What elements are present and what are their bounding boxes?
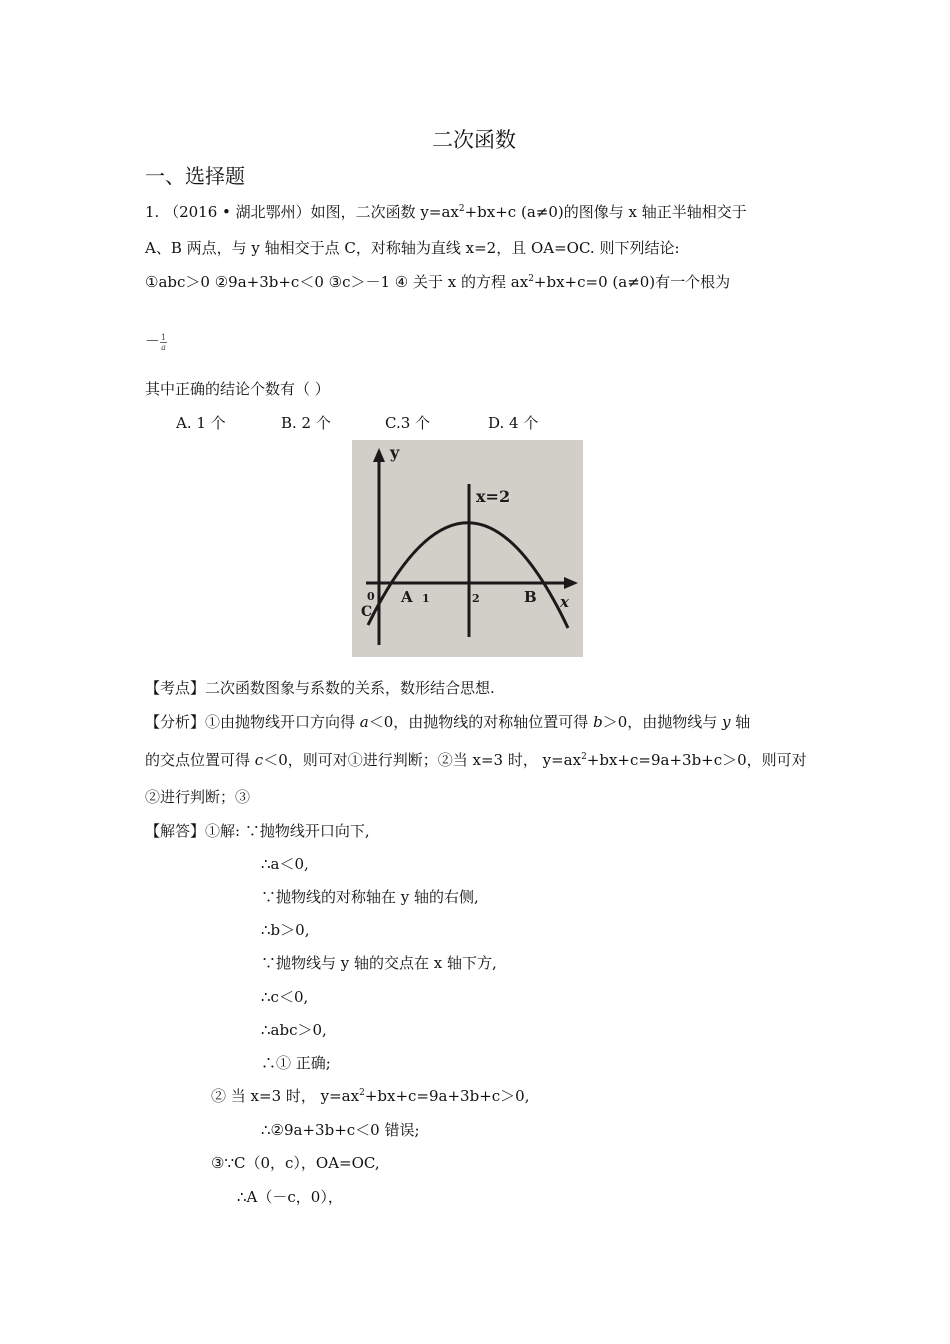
- option-d: D. 4 个: [488, 414, 539, 432]
- fenxi-line-1: [145, 711, 750, 732]
- tick-1-label: 1: [422, 592, 430, 605]
- question-line-3: [145, 271, 730, 292]
- jieda-step: ∴abc＞0,: [261, 1021, 327, 1039]
- point-a-label: A: [401, 588, 413, 606]
- jieda-step-3: ③∵C（0，c），OA=OC,: [211, 1154, 380, 1172]
- jieda-tag: 【解答】: [145, 822, 206, 840]
- question-text: +bx+c=0 (a≠0)有一个根为: [533, 273, 731, 291]
- origin-label: 0: [367, 590, 375, 603]
- jieda-step: ∴① 正确;: [261, 1054, 331, 1072]
- option-a: A. 1 个: [176, 414, 226, 432]
- kaodian-text: 二次函数图象与系数的关系，数形结合思想.: [205, 679, 495, 697]
- fenxi-text: ＞0，由抛物线与: [602, 713, 722, 731]
- question-text: ①abc＞0 ②9a+3b+c＜0 ③c＞－1 ④ 关于 x 的方程 ax: [145, 273, 529, 291]
- question-text: 1. （2016 • 湖北鄂州）如图，二次函数 y=ax: [145, 203, 459, 221]
- jieda-text: ①解: ∵抛物线开口向下,: [205, 822, 370, 840]
- fenxi-line-3: ②进行判断；③: [145, 788, 251, 806]
- point-b-label: B: [524, 588, 537, 606]
- section-heading: 一、选择题: [145, 164, 245, 188]
- question-line-2: A、B 两点，与 y 轴相交于点 C，对称轴为直线 x=2，且 OA=OC. 则下列结论:: [145, 239, 680, 257]
- variable-b: b: [593, 713, 603, 731]
- point-c-label: C: [361, 604, 373, 620]
- superscript: 2: [581, 752, 587, 762]
- jieda-step: ∴A（－c，0），: [237, 1188, 343, 1206]
- x-axis-label: x: [560, 593, 569, 611]
- fenxi-tag: 【分析】: [145, 713, 206, 731]
- fenxi-text: ＜0，由抛物线的对称轴位置可得: [368, 713, 594, 731]
- jieda-step-2: [211, 1085, 529, 1106]
- parabola-graph: [352, 440, 583, 657]
- jieda-step: ∵抛物线与 y 轴的交点在 x 轴下方,: [261, 954, 497, 972]
- variable-a: a: [359, 713, 369, 731]
- fenxi-line-2: [145, 749, 807, 770]
- option-c: C.3 个: [385, 414, 431, 432]
- page-title: 二次函数: [432, 128, 516, 152]
- tick-2-label: 2: [472, 592, 480, 605]
- question-text: +bx+c (a≠0)的图像与 x 轴正半轴相交于: [464, 203, 747, 221]
- variable-c: c: [254, 751, 264, 769]
- jieda-line-1: [145, 820, 370, 841]
- jieda-step: ∴②9a+3b+c＜0 错误;: [261, 1121, 420, 1139]
- minus-sign: －: [145, 332, 161, 350]
- fraction: [160, 333, 167, 352]
- fenxi-text: 轴: [730, 713, 751, 731]
- option-b: B. 2 个: [281, 414, 331, 432]
- x-axis-arrow: [564, 577, 578, 589]
- question-line-1: [145, 201, 747, 222]
- y-axis-arrow: [373, 448, 385, 462]
- fraction-numerator: 1: [161, 332, 167, 342]
- jieda-text: ② 当 x=3 时， y=ax: [211, 1087, 360, 1105]
- fraction-denominator: a: [161, 342, 166, 352]
- fenxi-text: 的交点位置可得: [145, 751, 255, 769]
- fenxi-text: ＜0，则可对①进行判断；②当 x=3 时， y=ax: [263, 751, 582, 769]
- fenxi-text: ①由抛物线开口方向得: [205, 713, 360, 731]
- fenxi-text: +bx+c=9a+3b+c＞0，则可对: [586, 751, 807, 769]
- superscript: 2: [359, 1088, 365, 1098]
- kaodian-line: [145, 677, 495, 698]
- symmetry-label: x=2: [476, 487, 511, 506]
- jieda-text: +bx+c=9a+3b+c＞0,: [364, 1087, 530, 1105]
- question-fraction-line: [145, 330, 167, 352]
- question-prompt: 其中正确的结论个数有（ ）: [145, 380, 330, 398]
- parabola-figure: [352, 440, 583, 657]
- jieda-step: ∴b＞0,: [261, 921, 310, 939]
- jieda-step: ∴c＜0,: [261, 988, 309, 1006]
- superscript: 2: [528, 274, 534, 284]
- variable-y: y: [722, 713, 731, 731]
- superscript: 2: [458, 204, 465, 214]
- kaodian-tag: 【考点】: [145, 679, 206, 697]
- y-axis-label: y: [390, 443, 400, 462]
- jieda-step: ∵抛物线的对称轴在 y 轴的右侧,: [261, 888, 479, 906]
- jieda-step: ∴a＜0,: [261, 855, 309, 873]
